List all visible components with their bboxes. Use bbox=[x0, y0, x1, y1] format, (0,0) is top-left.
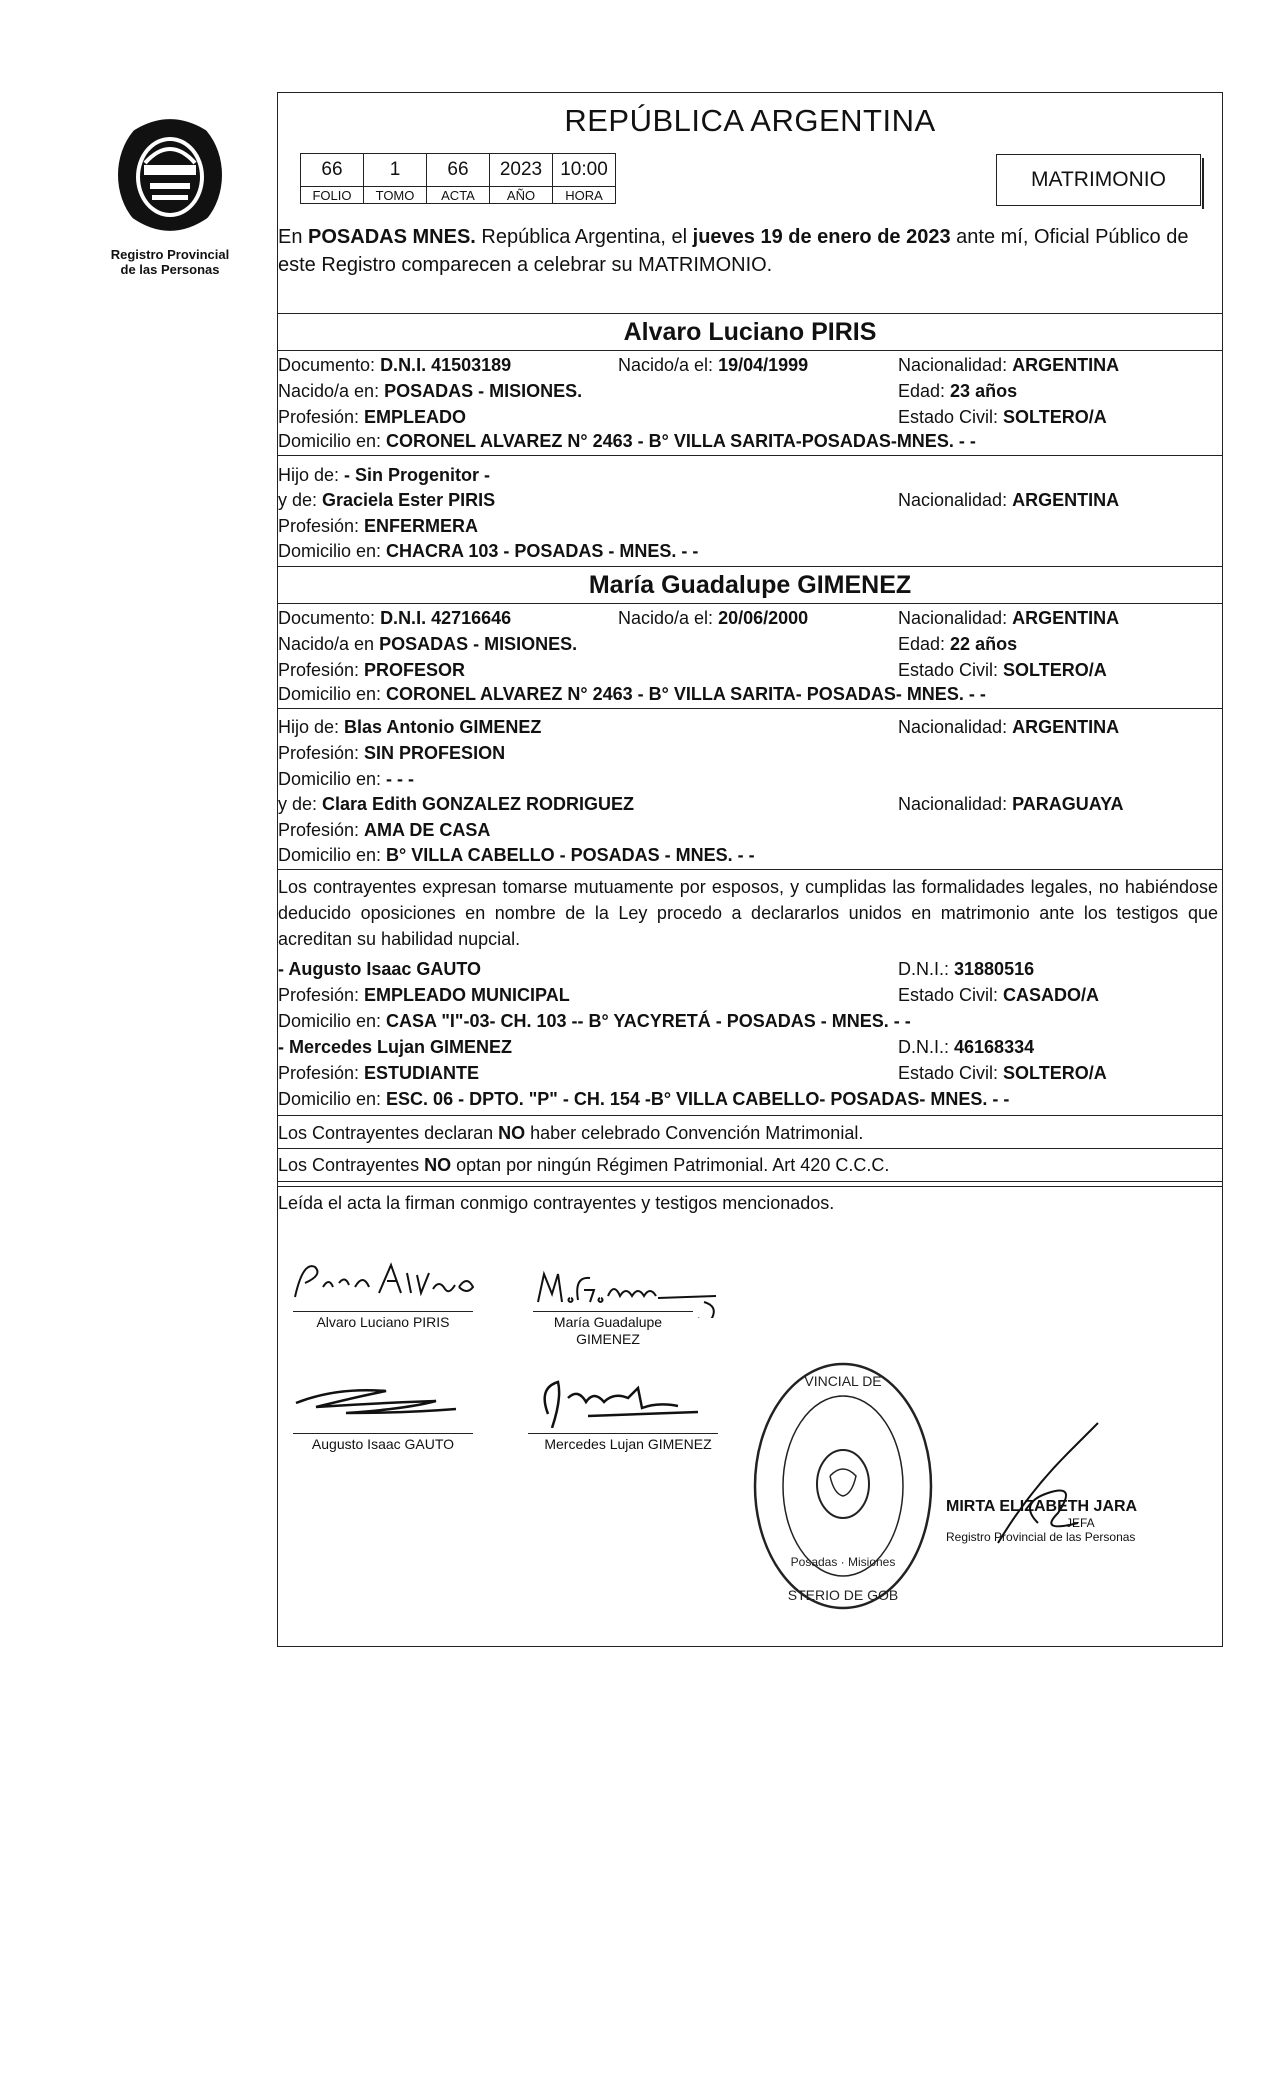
signature-label-augusto: Augusto Isaac GAUTO bbox=[311, 1436, 455, 1452]
intro-text-1: En bbox=[278, 226, 309, 248]
divider bbox=[278, 708, 1222, 709]
witness1-address: Domicilio en: CASA "I"-03- CH. 103 -- B° YACYRETÁ - POSADAS - MNES. - - bbox=[278, 1011, 911, 1031]
spouse1-mother-address: Domicilio en: CHACRA 103 - POSADAS - MNES. - - bbox=[278, 541, 699, 561]
signature-line bbox=[293, 1311, 473, 1312]
witness2-dni: D.N.I.: 46168334 bbox=[898, 1037, 1035, 1057]
signature-label-maria bbox=[533, 1314, 683, 1348]
spouse2-mother-nationality: Nacionalidad: PARAGUAYA bbox=[898, 794, 1124, 814]
stamp-icon bbox=[748, 1356, 938, 1616]
divider bbox=[278, 1186, 1222, 1187]
spouse2-father-address: Domicilio en: - - - bbox=[278, 769, 415, 789]
witness2-name: - Mercedes Lujan GIMENEZ bbox=[278, 1037, 513, 1057]
divider bbox=[278, 313, 1222, 314]
spouse2-father: Hijo de: Blas Antonio GIMENEZ bbox=[278, 717, 542, 737]
witness1-dni: D.N.I.: 31880516 bbox=[898, 959, 1035, 979]
spouse1-nationality: Nacionalidad: ARGENTINA bbox=[898, 355, 1120, 375]
registry-logo bbox=[95, 105, 245, 277]
declaration-text: Los contrayentes expresan tomarse mutuamente por esposos, y cumplidas las formalidades legales, no habiéndose deducido oposiciones en nombre de la Ley procedo a declararlos unidos en matrimonio ante los testigos que acreditan su habilidad nupcial. bbox=[278, 877, 1218, 949]
convention-statement: Los Contrayentes declaran NO haber celebrado Convención Matrimonial. bbox=[278, 1123, 864, 1143]
closing-text: Leída el acta la firman conmigo contrayentes y testigos mencionados. bbox=[278, 1193, 835, 1213]
divider bbox=[278, 869, 1222, 870]
spouse2-address: Domicilio en: CORONEL ALVAREZ N° 2463 - B° VILLA SARITA- POSADAS- MNES. - - bbox=[278, 684, 986, 704]
signature-line bbox=[533, 1311, 693, 1312]
year-value: 2023 bbox=[490, 154, 553, 187]
signature-maria-icon bbox=[528, 1258, 728, 1318]
spouse2-birthdate: Nacido/a el: 20/06/2000 bbox=[618, 608, 809, 628]
logo-caption-line1: Registro Provincial bbox=[110, 247, 230, 262]
divider bbox=[278, 603, 1222, 604]
spouse1-address: Domicilio en: CORONEL ALVAREZ N° 2463 - B° VILLA SARITA-POSADAS-MNES. - - bbox=[278, 431, 976, 451]
spouse1-profession: Profesión: EMPLEADO bbox=[278, 407, 467, 427]
spouse1-mother-profession: Profesión: ENFERMERA bbox=[278, 516, 479, 536]
official-stamp bbox=[748, 1356, 938, 1621]
spouse1-birthplace: Nacido/a en: POSADAS - MISIONES. bbox=[278, 381, 583, 401]
svg-text:Posadas · Misiones: Posadas · Misiones bbox=[790, 1555, 896, 1569]
page-title: REPÚBLICA ARGENTINA bbox=[564, 103, 936, 138]
folio-value: 66 bbox=[301, 154, 364, 187]
spouse2-father-profession: Profesión: SIN PROFESION bbox=[278, 743, 506, 763]
spouse2-name: María Guadalupe GIMENEZ bbox=[588, 571, 912, 599]
signature-label-maria-line2: GIMENEZ bbox=[576, 1331, 640, 1347]
acta-label: ACTA bbox=[427, 187, 490, 204]
signature-mercedes-icon bbox=[528, 1368, 718, 1428]
intro-text-3: ante mí, Oficial Público de este Registro comparecen a celebrar su MATRIMONIO. bbox=[278, 226, 1189, 276]
year-label: AÑO bbox=[490, 187, 553, 204]
acta-value: 66 bbox=[427, 154, 490, 187]
svg-text:VINCIAL DE: VINCIAL DE bbox=[804, 1373, 882, 1389]
svg-text:STERIO DE GOB: STERIO DE GOB bbox=[787, 1587, 899, 1603]
signature-line bbox=[293, 1433, 473, 1434]
official-name-block bbox=[946, 1498, 1137, 1544]
coat-of-arms-icon bbox=[110, 105, 230, 245]
intro-paragraph bbox=[278, 223, 1218, 279]
divider bbox=[278, 566, 1222, 567]
divider bbox=[278, 350, 1222, 351]
spouse2-age: Edad: 22 años bbox=[898, 634, 1018, 654]
tomo-value: 1 bbox=[364, 154, 427, 187]
spouse2-civil-status: Estado Civil: SOLTERO/A bbox=[898, 660, 1107, 680]
spouse2-mother-profession: Profesión: AMA DE CASA bbox=[278, 820, 491, 840]
spouse2-profession: Profesión: PROFESOR bbox=[278, 660, 466, 680]
official-title: JEFA bbox=[1066, 1516, 1095, 1530]
official-name: MIRTA ELIZABETH JARA bbox=[946, 1498, 1138, 1515]
spouse2-birthplace: Nacido/a en POSADAS - MISIONES. bbox=[278, 634, 578, 654]
spouse2-father-nationality: Nacionalidad: ARGENTINA bbox=[898, 717, 1120, 737]
signature-label-alvaro: Alvaro Luciano PIRIS bbox=[316, 1314, 450, 1330]
official-office: Registro Provincial de las Personas bbox=[946, 1530, 1136, 1544]
spouse1-civil-status: Estado Civil: SOLTERO/A bbox=[898, 407, 1107, 427]
spouse2-document: Documento: D.N.I. 42716646 bbox=[278, 608, 512, 628]
folio-label: FOLIO bbox=[301, 187, 364, 204]
signature-alvaro-icon bbox=[283, 1253, 483, 1313]
spouse1-mother: y de: Graciela Ester PIRIS bbox=[278, 490, 496, 510]
divider bbox=[278, 1115, 1222, 1116]
logo-caption-line2: de las Personas bbox=[120, 262, 220, 277]
witness1-civil-status: Estado Civil: CASADO/A bbox=[898, 985, 1100, 1005]
witness2-address: Domicilio en: ESC. 06 - DPTO. "P" - CH. 154 -B° VILLA CABELLO- POSADAS- MNES. - - bbox=[278, 1089, 1010, 1109]
witness2-civil-status: Estado Civil: SOLTERO/A bbox=[898, 1063, 1107, 1083]
divider bbox=[278, 1181, 1222, 1182]
marriage-record bbox=[277, 92, 1223, 1647]
intro-date: jueves 19 de enero de 2023 bbox=[692, 226, 951, 248]
signature-line bbox=[528, 1433, 718, 1434]
divider bbox=[278, 1148, 1222, 1149]
divider bbox=[278, 455, 1222, 456]
spouse1-age: Edad: 23 años bbox=[898, 381, 1018, 401]
spouse1-document: Documento: D.N.I. 41503189 bbox=[278, 355, 512, 375]
signature-label-maria-line1: María Guadalupe bbox=[553, 1314, 663, 1330]
spouse1-father: Hijo de: - Sin Progenitor - bbox=[278, 465, 491, 485]
hour-label: HORA bbox=[553, 187, 616, 204]
spouse1-birthdate: Nacido/a el: 19/04/1999 bbox=[618, 355, 809, 375]
spouse2-mother: y de: Clara Edith GONZALEZ RODRIGUEZ bbox=[278, 794, 635, 814]
intro-text-2: República Argentina, el bbox=[475, 226, 693, 248]
witness1-name: - Augusto Isaac GAUTO bbox=[278, 959, 482, 979]
spouse2-nationality: Nacionalidad: ARGENTINA bbox=[898, 608, 1120, 628]
spouse1-name: Alvaro Luciano PIRIS bbox=[623, 318, 877, 346]
signature-augusto-icon bbox=[286, 1373, 476, 1423]
hour-value: 10:00 bbox=[553, 154, 616, 187]
tomo-label: TOMO bbox=[364, 187, 427, 204]
regime-statement: Los Contrayentes NO optan por ningún Régimen Patrimonial. Art 420 C.C.C. bbox=[278, 1155, 890, 1175]
spouse1-mother-nationality: Nacionalidad: ARGENTINA bbox=[898, 490, 1120, 510]
intro-city: POSADAS MNES. bbox=[308, 226, 476, 248]
witness1-profession: Profesión: EMPLEADO MUNICIPAL bbox=[278, 985, 570, 1005]
registry-table bbox=[300, 153, 616, 204]
record-type-box: MATRIMONIO bbox=[996, 154, 1201, 206]
witness2-profession: Profesión: ESTUDIANTE bbox=[278, 1063, 480, 1083]
signature-label-mercedes: Mercedes Lujan GIMENEZ bbox=[544, 1436, 712, 1452]
spouse2-mother-address: Domicilio en: B° VILLA CABELLO - POSADAS - MNES. - - bbox=[278, 845, 755, 865]
